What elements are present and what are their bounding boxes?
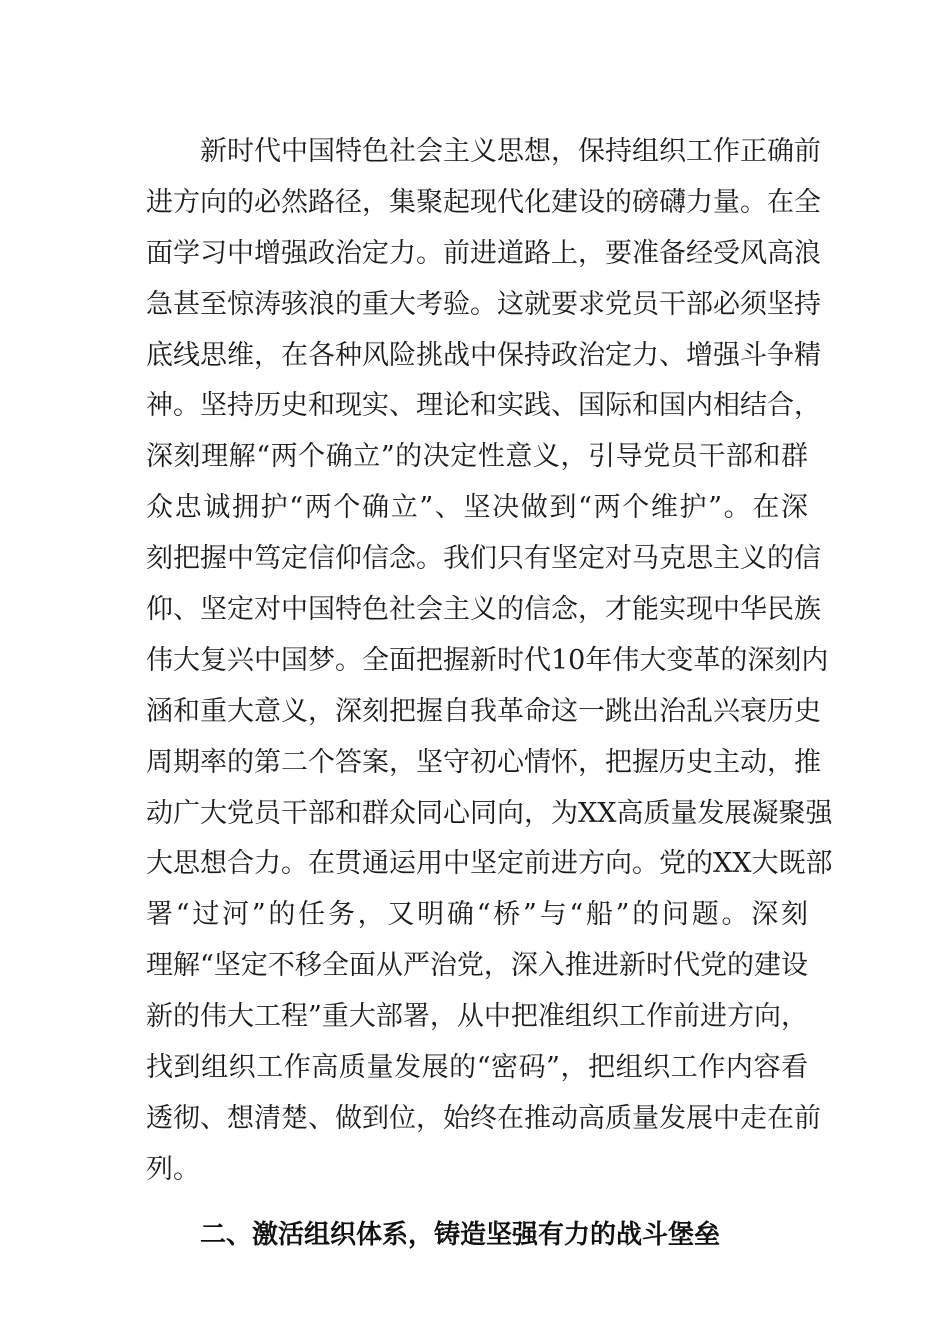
paragraph-line: 透彻、想清楚、做到位，始终在推动高质量发展中走在前 <box>146 1102 821 1134</box>
paragraph-line: 进方向的必然路径，集聚起现代化建设的磅礴力量。在全 <box>146 186 821 218</box>
paragraph-line: 刻把握中笃定信仰信念。我们只有坚定对马克思主义的信 <box>146 543 821 575</box>
paragraph-line: 神。坚持历史和现实、理论和实践、国际和国内相结合， <box>146 390 821 422</box>
paragraph-line: 新时代中国特色社会主义思想，保持组织工作正确前 <box>200 136 821 167</box>
paragraph-line: 急甚至惊涛骇浪的重大考验。这就要求党员干部必须坚持 <box>146 288 821 320</box>
paragraph-line: 面学习中增强政治定力。前进道路上，要准备经受风高浪 <box>146 237 821 269</box>
paragraph-line: 周期率的第二个答案，坚守初心情怀，把握历史主动，推 <box>146 746 821 778</box>
paragraph-line: 动广大党员干部和群众同心同向，为XX高质量发展凝聚强 <box>146 797 833 829</box>
paragraph-line: 新的伟大工程”重大部署，从中把准组织工作前进方向， <box>146 1001 808 1033</box>
paragraph-line: 列。 <box>146 1153 200 1185</box>
paragraph-line: 大思想合力。在贯通运用中坚定前进方向。党的XX大既部 <box>146 848 833 880</box>
paragraph-line: 理解“坚定不移全面从严治党，深入推进新时代党的建设 <box>146 950 808 982</box>
paragraph-line: 署“过河”的任务，又明确“桥”与“船”的问题。深刻 <box>146 899 808 931</box>
paragraph-line: 深刻理解“两个确立”的决定性意义，引导党员干部和群 <box>146 441 808 473</box>
paragraph-line: 涵和重大意义，深刻把握自我革命这一跳出治乱兴衰历史 <box>146 695 821 727</box>
paragraph-line: 找到组织工作高质量发展的“密码”，把组织工作内容看 <box>146 1052 808 1084</box>
paragraph-line: 仰、坚定对中国特色社会主义的信念，才能实现中华民族 <box>146 594 821 626</box>
document-body <box>146 127 833 1260</box>
body-paragraph <box>146 127 833 1196</box>
section-heading: 二、激活组织体系，铸造坚强有力的战斗堡垒 <box>200 1219 721 1250</box>
paragraph-line: 底线思维，在各种风险挑战中保持政治定力、增强斗争精 <box>146 339 821 371</box>
paragraph-line: 伟大复兴中国梦。全面把握新时代10年伟大变革的深刻内 <box>146 644 829 676</box>
paragraph-line: 众忠诚拥护“两个确立”、坚决做到“两个维护”。在深 <box>146 492 808 524</box>
